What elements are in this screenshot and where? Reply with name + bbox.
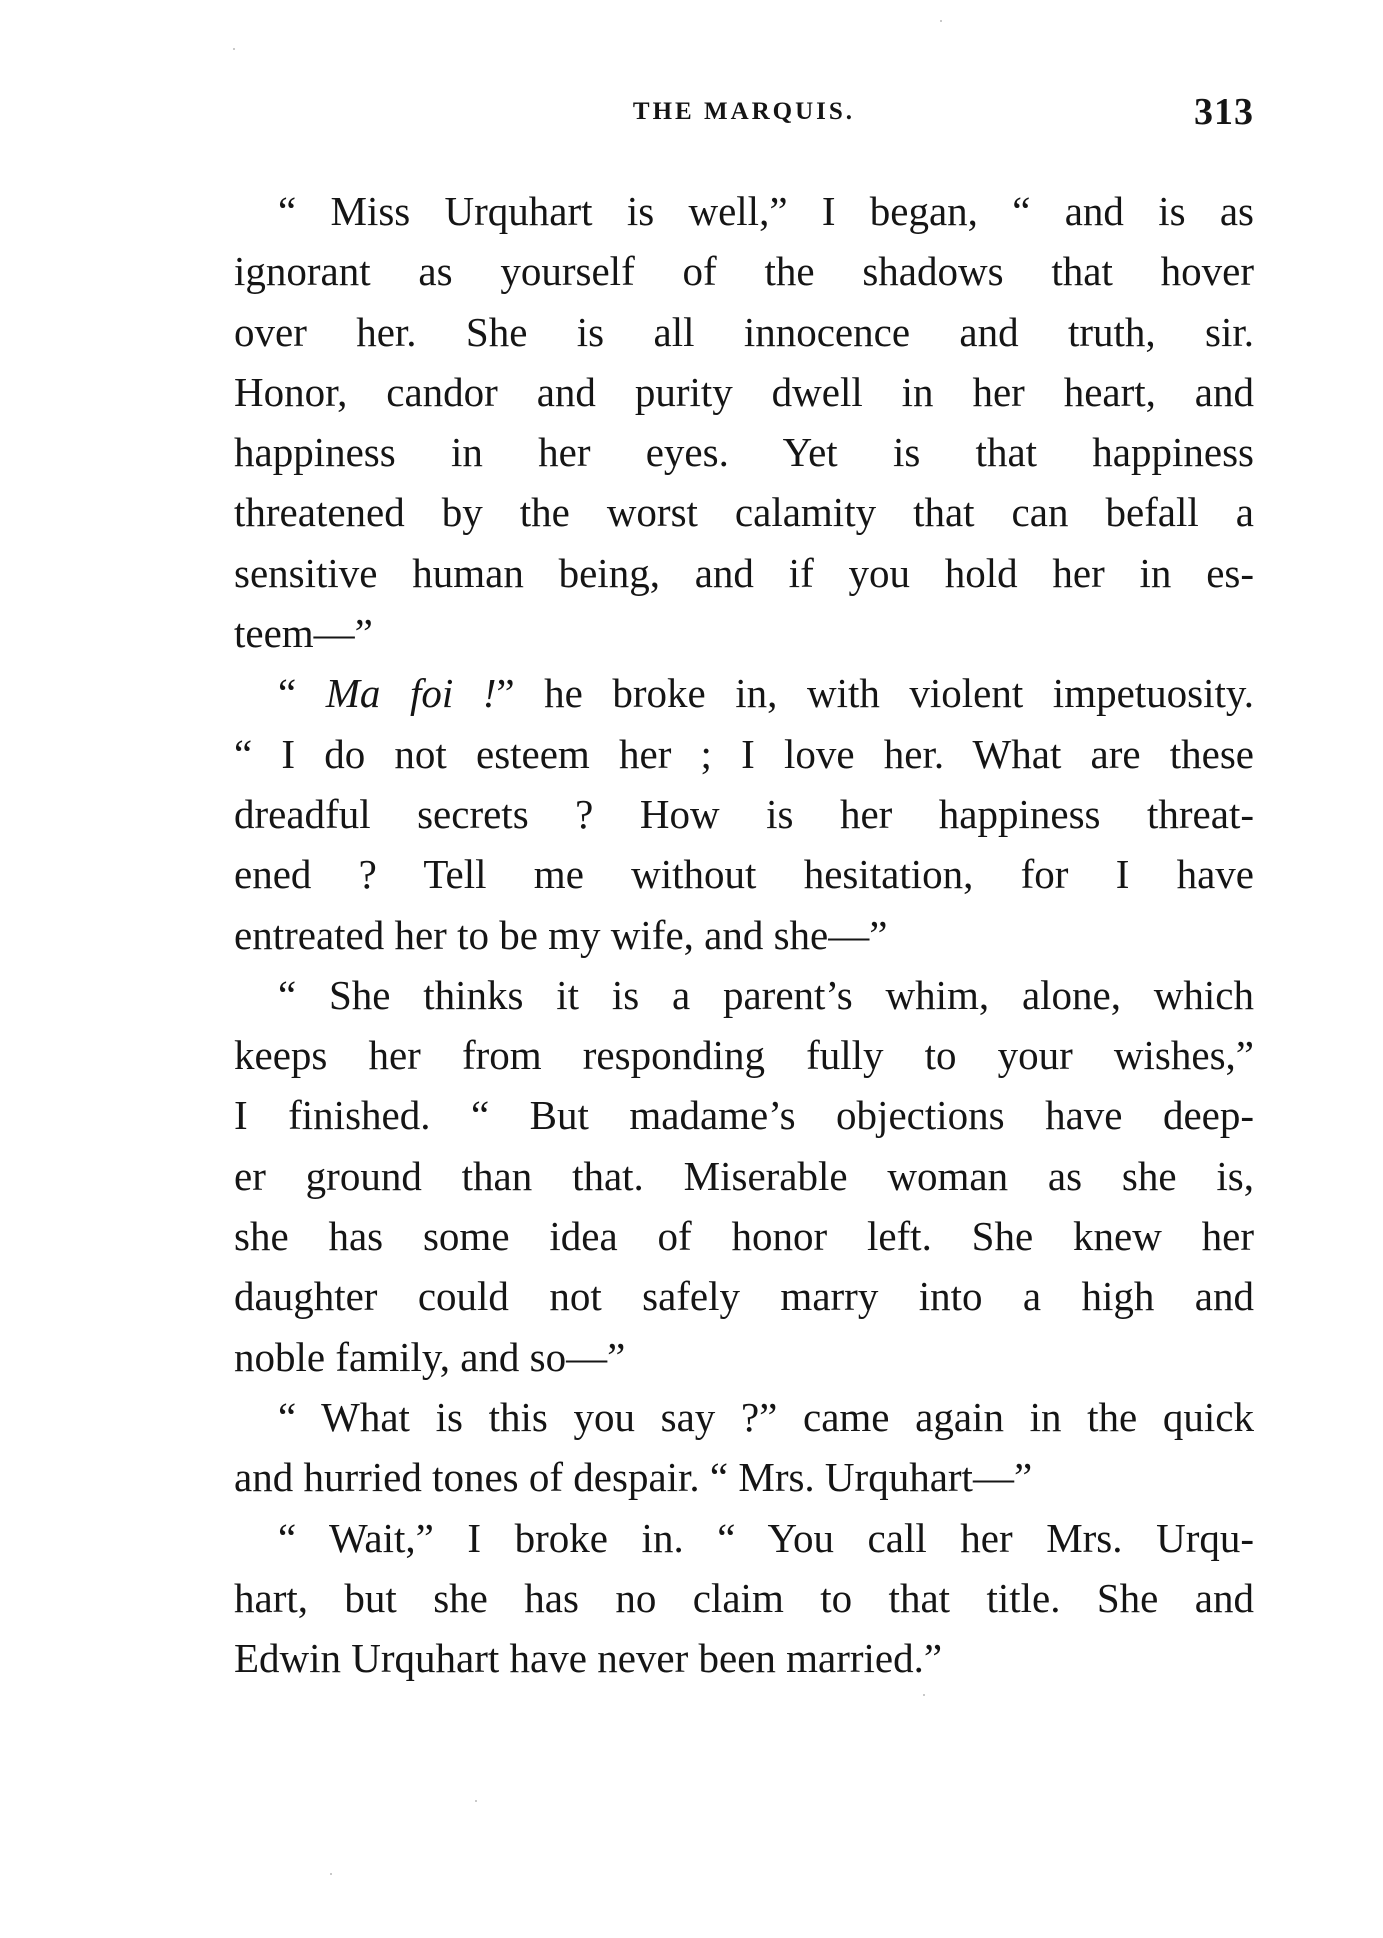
body-text [234,181,1254,1688]
text-segment: “ [278,670,326,717]
italic-phrase: Ma foi ! [325,670,497,717]
text-line [234,663,1254,723]
text-line: er ground than that. Miserable woman as she is, [234,1152,1254,1199]
paper-speck [940,20,942,22]
text-line: threatened by the worst calamity that can befall a [234,489,1254,536]
text-line: keeps her from responding fully to your wishes,” [234,1032,1254,1079]
page-number: 313 [1194,91,1254,133]
text-line: “ I do not esteem her ; I love her. What are these [234,730,1254,777]
text-line: ened ? Tell me without hesitation, for I have [234,851,1254,898]
text-line: and hurried tones of despair. “ Mrs. Urquhart—” [234,1454,1033,1501]
paper-speck [475,1800,477,1802]
text-line: sensitive human being, and if you hold her in es- [234,549,1254,596]
text-line: “ What is this you say ?” came again in the quick [278,1393,1254,1440]
text-line: entreated her to be my wife, and she—” [234,911,888,958]
text-line: teem—” [234,610,373,657]
text-line: “ She thinks it is a parent’s whim, alone, which [278,971,1254,1018]
text-line: happiness in her eyes. Yet is that happiness [234,429,1254,476]
text-line: over her. She is all innocence and truth, sir. [234,308,1254,355]
running-head [234,90,1254,140]
text-line: hart, but she has no claim to that title. She and [234,1574,1254,1621]
text-line: “ Miss Urquhart is well,” I began, “ and is as [278,188,1254,234]
text-line: “ Wait,” I broke in. “ You call her Mrs. Urqu- [278,1514,1254,1561]
text-line: Honor, candor and purity dwell in her heart, and [234,368,1254,415]
text-segment: ” he broke in, with violent impetuosity. [496,670,1254,717]
text-line: she has some idea of honor left. She knew her [234,1213,1254,1260]
text-line: I finished. “ But madame’s objections have deep- [234,1092,1254,1139]
text-line: ignorant as yourself of the shadows that hover [234,248,1254,295]
paper-speck [923,1694,925,1696]
text-line: daughter could not safely marry into a high and [234,1273,1254,1320]
paper-speck [330,1873,332,1875]
paper-speck [233,48,235,50]
text-line: noble family, and so—” [234,1333,626,1380]
text-line: Edwin Urquhart have never been married.” [234,1635,943,1682]
running-title: THE MARQUIS. [632,98,856,125]
text-line: dreadful secrets ? How is her happiness threat- [234,790,1254,837]
